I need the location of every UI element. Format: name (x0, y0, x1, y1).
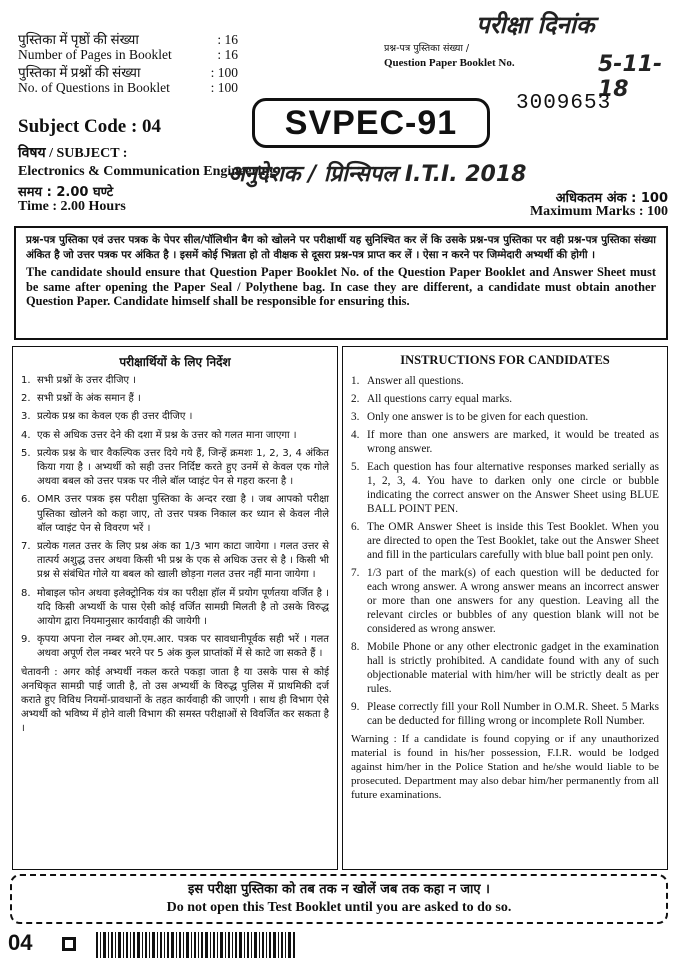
booklet-no-label (384, 42, 515, 70)
list-item (21, 429, 329, 443)
item-number: 4. (351, 429, 360, 441)
time-en: Time : 2.00 Hours (18, 199, 126, 214)
item-text: प्रत्येक प्रश्न का केवल एक ही उत्तर दीजिए । (37, 411, 193, 423)
max-marks-hi: अधिकतम अंक : 100 (555, 191, 668, 206)
list-item (21, 447, 329, 490)
item-text: एक से अधिक उत्तर देने की दशा में प्रश्न के उत्तर को गलत माना जाएगा । (37, 429, 297, 441)
item-number: 9. (351, 701, 360, 713)
list-item (21, 392, 329, 406)
item-text: If more than one answers are marked, it would be treated as wrong answer. (367, 429, 659, 455)
list-item (351, 566, 659, 636)
list-item (21, 410, 329, 424)
footer-notice (10, 874, 668, 924)
item-text: Mobile Phone or any other electronic gadget in the examination hall is strictly prohibited. A candidate found with any of such objectionable material with him/her will be strictly dealt as per rules. (367, 641, 659, 695)
list-item (351, 520, 659, 562)
handwritten-subject: अनुदेशक / प्रिन्सिपल I.T.I. 2018 (228, 162, 527, 187)
booklet-no-label-hi: प्रश्न-पत्र पुस्तिका संख्या / (384, 43, 470, 54)
list-item (21, 540, 329, 583)
english-instructions (342, 346, 668, 870)
pages-label-en: Number of Pages in Booklet (18, 47, 172, 62)
english-instructions-list (351, 374, 659, 728)
questions-value-en: : 100 (210, 80, 238, 95)
item-number: 8. (21, 587, 31, 599)
paper-code-box (252, 98, 490, 148)
item-number: 2. (21, 393, 31, 405)
notice-en: The candidate should ensure that Question Paper Booklet No. of the Question Paper Booklet and Answer Sheet must be same after opening the Paper Seal / Polythene bag. In case they are different, a candidate must obtain another Question Paper. Candidate himself shall be responsible for ensuring this. (26, 265, 656, 308)
list-item (351, 428, 659, 456)
list-item (351, 410, 659, 424)
footer-code: 04 (8, 930, 33, 955)
item-number: 1. (21, 375, 31, 386)
item-text: 1/3 part of the mark(s) of each question will be deducted for each wrong answer. A wrong answer means an incorrect answer or more than one answers for any question. Leaving all the relevant circles or bubbles of any question blank will not be considered as wrong answer. (367, 567, 659, 635)
pages-label-hi: पुस्तिका में पृष्ठों की संख्या (18, 32, 139, 47)
questions-label-hi: पुस्तिका में प्रश्नों की संख्या (18, 65, 141, 80)
item-text: Each question has four alternative responses marked serially as 1, 2, 3, 4. You have to darken only one circle or bubble indicating the correct answer on the Answer Sheet using BLUE BALL POINT PEN. (367, 461, 659, 515)
subject-name: Electronics & Communication Engineering (18, 164, 277, 179)
item-text: कृपया अपना रोल नम्बर ओ.एम.आर. पत्रक पर सावधानीपूर्वक सही भरें । गलत अथवा अपूर्ण रोल नम्बर भरने पर 5 अंक कुल प्राप्तांकों में से काटे जा सकते हैं । (37, 634, 329, 660)
list-item (21, 493, 329, 536)
notice-box (14, 226, 668, 340)
item-number: 6. (351, 521, 360, 533)
item-number: 8. (351, 641, 360, 653)
list-item (351, 460, 659, 516)
item-text: Only one answer is to be given for each question. (367, 411, 589, 423)
item-number: 1. (351, 375, 360, 387)
max-marks-en: Maximum Marks : 100 (529, 204, 668, 219)
list-item (351, 640, 659, 696)
hindi-instructions-list (21, 374, 329, 662)
item-number: 9. (21, 634, 31, 646)
item-number: 7. (21, 541, 31, 553)
booklet-number: 3009653 (516, 92, 612, 115)
pages-value: : 16 (217, 32, 238, 47)
item-text: प्रत्येक प्रश्न के चार वैकल्पिक उत्तर दिये गये हैं, जिन्हें क्रमशः 1, 2, 3, 4 अंकित किया गया है । अभ्यर्थी को सही उत्तर निर्दिष्ट करते हुए उनमें से केवल एक गोले अथवा बबल को उत्तर पत्रक पर नीले बॉल प्वाइंट पेन से गहरा करना है । (37, 447, 329, 488)
barcode-icon (96, 932, 296, 958)
item-number: 4. (21, 429, 31, 441)
notice-hi: प्रश्न-पत्र पुस्तिका एवं उत्तर पत्रक के पेपर सील/पॉलिथीन बैग को खोलने पर परीक्षार्थी यह सुनिश्चित कर लें कि उसके प्रश्न-पत्र पुस्तिका पर वही प्रश्न-पत्र पुस्तिका संख्या अंकित है जो उत्तर पत्रक पर अंकित है । इसमें कोई भिन्नता हो तो वीक्षक से दूसरा प्रश्न-पत्र प्राप्त कर लें । ऐसा न करने पर जिम्मेदारी अभ्यर्थी की होगी । (26, 234, 656, 261)
time-hi: समय : 2.00 घण्टे (18, 185, 114, 200)
item-text: Please correctly fill your Roll Number in O.M.R. Sheet. 5 Marks can be deducted for filling wrong or incomplete Roll Number. (367, 701, 659, 727)
booklet-no-label-en: Question Paper Booklet No. (384, 57, 515, 69)
english-instructions-title: INSTRUCTIONS FOR CANDIDATES (400, 353, 610, 367)
subject-code: Subject Code : 04 (18, 116, 162, 137)
item-number: 5. (351, 461, 360, 473)
paper-code: SVPEC-91 (284, 103, 458, 142)
item-number: 7. (351, 567, 360, 579)
handwritten-date: 5-11-18 (598, 52, 663, 102)
item-number: 3. (21, 411, 31, 423)
item-text: All questions carry equal marks. (367, 393, 513, 405)
item-text: Answer all questions. (367, 375, 464, 387)
subject-label: विषय / SUBJECT : (18, 146, 128, 161)
handwritten-date-label: परीक्षा दिनांक (476, 11, 595, 39)
item-number: 5. (21, 447, 31, 459)
booklet-meta (18, 32, 238, 95)
item-text: सभी प्रश्नों के अंक समान हैं । (37, 393, 141, 405)
list-item (351, 392, 659, 406)
item-text: The OMR Answer Sheet is inside this Test Booklet. When you are directed to open the Test Booklet, take out the Answer Sheet and fill in the particulars carefully with blue ball point pen only. (367, 521, 659, 561)
list-item (21, 374, 329, 388)
item-number: 6. (21, 494, 31, 506)
hindi-instructions (12, 346, 338, 870)
list-item (351, 374, 659, 388)
list-item (21, 633, 329, 661)
item-text: OMR उत्तर पत्रक इस परीक्षा पुस्तिका के अन्दर रखा है । जब आपको परीक्षा पुस्तिका खोलने को कहा जाए, तो उत्तर पत्रक निकाल कर ध्यान से केवल नीले बॉल प्वाइंट पेन से विवरण भरें । (37, 494, 329, 534)
item-text: सभी प्रश्नों के उत्तर दीजिए । (37, 375, 137, 386)
list-item (21, 587, 329, 630)
footer-notice-hi: इस परीक्षा पुस्तिका को तब तक न खोलें जब तक कहा न जाए । (187, 882, 490, 897)
footer-notice-en: Do not open this Test Booklet until you are asked to do so. (166, 900, 512, 915)
english-warning: Warning : If a candidate is found copying or if any unauthorized material is found in his/her possession, F.I.R. would be lodged against him/her in the Police Station and he/she would liable to be prosecuted. Department may also debar him/her permanently from all future examinations. (351, 733, 659, 801)
footer-square-icon (62, 937, 76, 951)
item-text: मोबाइल फोन अथवा इलेक्ट्रोनिक यंत्र का परीक्षा हॉल में प्रयोग पूर्णतया वर्जित है । यदि किसी अभ्यर्थी के पास ऐसी कोई वर्जित सामग्री मिलती है तो उसके विरुद्ध आयोग द्वारा नियमानुसार कार्यवाही की जायेगी । (37, 587, 329, 628)
hindi-warning: चेतावनी : अगर कोई अभ्यर्थी नकल करते पकड़ा जाता है या उसके पास से कोई अनधिकृत सामग्री पाई जाती है, तो उस अभ्यर्थी के विरुद्ध पुलिस में प्राथमिकी दर्ज कराते हुए विविध नियमों-प्रावधानों के तहत कार्यवाही की जाएगी । साथ ही विभाग ऐसे अभ्यर्थी को भविष्य में होने वाली विभाग की समस्त परीक्षाओं से विवर्जित कर सकता है । (21, 666, 329, 735)
questions-value: : 100 (210, 65, 238, 80)
questions-label-en: No. of Questions in Booklet (18, 80, 170, 95)
item-number: 2. (351, 393, 360, 405)
item-number: 3. (351, 411, 360, 423)
list-item (351, 700, 659, 728)
item-text: प्रत्येक गलत उत्तर के लिए प्रश्न अंक का 1/3 भाग काटा जायेगा । गलत उत्तर से तात्पर्य अशुद्ध उत्तर अथवा किसी भी प्रश्न के एक से अधिक उत्तर से है । किसी भी प्रश्न से संबंधित गोले या बबल को खाली छोड़ना गलत उत्तर नहीं माना जायेगा । (37, 541, 329, 581)
pages-value-en: : 16 (217, 47, 238, 62)
hindi-instructions-title: परीक्षार्थियों के लिए निर्देश (119, 355, 231, 369)
